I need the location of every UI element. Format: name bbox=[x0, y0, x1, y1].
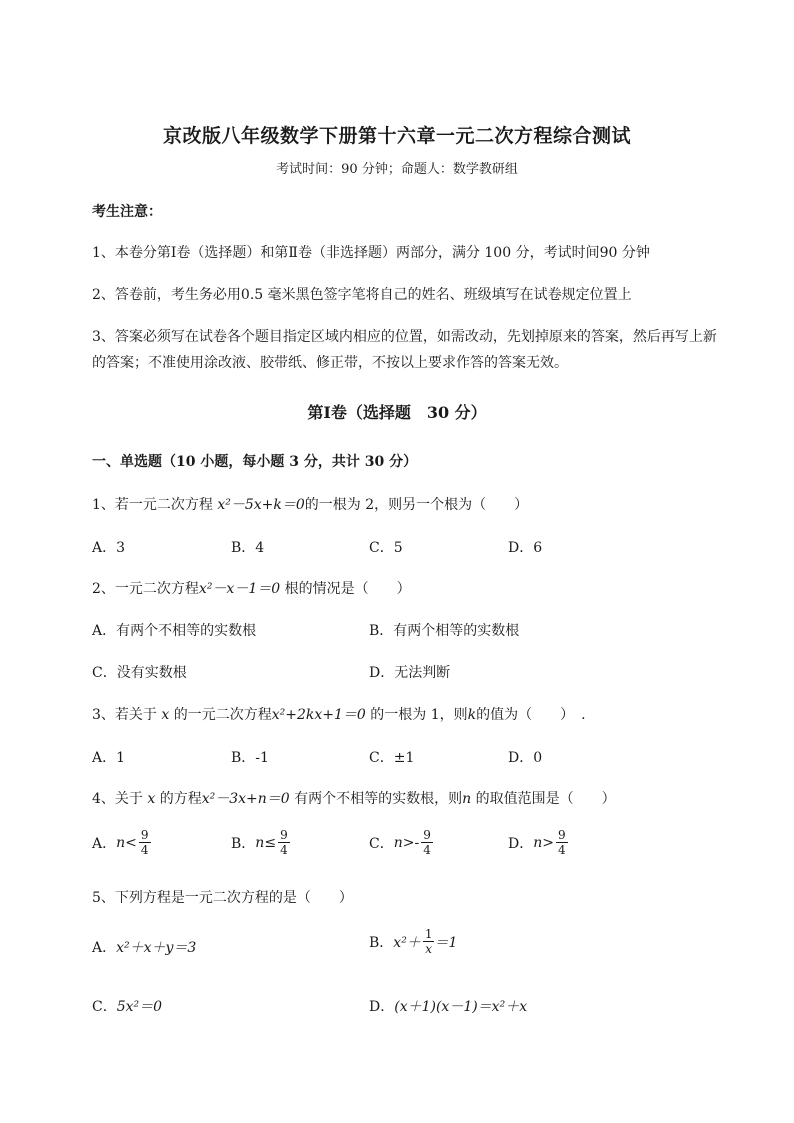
q4-b-var: n bbox=[255, 834, 265, 851]
q1-option-b: B．4 bbox=[231, 540, 265, 556]
q4-mid2: 有两个不相等的实数根，则 bbox=[289, 791, 463, 807]
q2-prefix: 2、一元二次方程 bbox=[92, 581, 199, 597]
q3-option-a: A．1 bbox=[92, 750, 126, 766]
q4-prefix: 4、关于 bbox=[92, 791, 148, 807]
notice-item-3-cont: 的答案；不准使用涂改液、胶带纸、修正带，不按以上要求作答的答案无效。 bbox=[92, 355, 568, 371]
exam-subtitle: 考试时间：90 分钟；命题人：数学教研组 bbox=[276, 162, 518, 177]
question-2-stem bbox=[92, 578, 411, 598]
q5-d-math: (x＋1)(x－1)＝x²＋x bbox=[394, 999, 528, 1015]
q5-option-d bbox=[369, 996, 527, 1016]
q5-d-label: D． bbox=[369, 999, 395, 1015]
section-title: 第Ⅰ卷（选择题 30 分） bbox=[307, 403, 487, 422]
q4-a-num: 9 bbox=[140, 828, 149, 842]
q3-var-x: x bbox=[161, 707, 170, 723]
question-5-stem: 5、下列方程是一元二次方程的是（ ） bbox=[92, 890, 353, 906]
q5-b-num: 1 bbox=[424, 927, 433, 941]
q1-equation: x²－5x+k＝0 bbox=[217, 497, 305, 513]
q4-option-c bbox=[369, 828, 433, 857]
q5-c-label: C． bbox=[92, 999, 117, 1015]
q2-equation: x²－x－1＝0 bbox=[198, 581, 281, 597]
q4-b-num: 9 bbox=[280, 828, 288, 842]
question-3-stem bbox=[92, 704, 586, 724]
q4-a-var: n bbox=[116, 834, 126, 851]
q4-c-var: n bbox=[393, 834, 403, 851]
q5-b-math-pre: x²＋ bbox=[393, 934, 421, 951]
q4-suffix: 的取值范围是（ ） bbox=[471, 791, 616, 807]
q4-c-rel: >- bbox=[402, 834, 420, 851]
q2-suffix: 根的情况是（ ） bbox=[280, 581, 411, 597]
q4-equation: x²－3x+n＝0 bbox=[201, 791, 290, 807]
q1-prefix: 1、若一元二次方程 bbox=[92, 497, 218, 513]
q1-option-a: A．3 bbox=[92, 540, 126, 556]
q2-option-d: D．无法判断 bbox=[369, 665, 451, 681]
q5-b-fraction bbox=[423, 927, 435, 956]
notice-item-2: 2、答卷前，考生务必用0.5 毫米黑色签字笔将自己的姓名、班级填写在试卷规定位置上 bbox=[92, 287, 632, 303]
q2-option-c: C．没有实数根 bbox=[92, 665, 187, 681]
q4-option-a bbox=[92, 828, 151, 857]
notice-item-3: 3、答案必须写在试卷各个题目指定区域内相应的位置，如需改动，先划掉原来的答案，然后再写上新 bbox=[92, 329, 717, 345]
q4-a-label: A． bbox=[92, 835, 117, 852]
q5-option-b bbox=[369, 927, 457, 956]
q3-suffix: 的值为（ ） . bbox=[476, 707, 586, 723]
q5-b-math-post: ＝1 bbox=[434, 934, 458, 951]
question-4-stem bbox=[92, 788, 616, 808]
q5-c-math: 5x²＝0 bbox=[116, 999, 163, 1015]
q4-c-fraction bbox=[421, 828, 433, 857]
q3-mid: 的一元二次方程 bbox=[169, 707, 272, 723]
q4-c-label: C． bbox=[369, 835, 394, 852]
q5-b-den: x bbox=[425, 942, 433, 956]
notice-heading: 考生注意： bbox=[92, 204, 162, 220]
q4-option-b bbox=[231, 828, 290, 857]
q3-option-c: C．±1 bbox=[369, 750, 415, 766]
q4-d-den: 4 bbox=[558, 843, 566, 857]
q4-c-den: 4 bbox=[423, 843, 431, 857]
page-title: 京改版八年级数学下册第十六章一元二次方程综合测试 bbox=[162, 125, 631, 147]
q4-a-den: 4 bbox=[140, 843, 149, 857]
q3-var-k: k bbox=[467, 707, 477, 723]
q1-suffix: 的一根为 2，则另一个根为（ ） bbox=[304, 497, 529, 513]
q4-c-num: 9 bbox=[423, 828, 431, 842]
q3-equation: x²+2kx+1＝0 bbox=[271, 707, 366, 723]
q2-option-b: B．有两个相等的实数根 bbox=[369, 623, 520, 639]
q4-var-n: n bbox=[462, 791, 472, 807]
q4-mid: 的方程 bbox=[155, 791, 202, 807]
q4-b-den: 4 bbox=[280, 843, 288, 857]
q4-b-rel: ≤ bbox=[264, 834, 277, 851]
q4-d-label: D． bbox=[508, 835, 534, 852]
q5-b-label: B． bbox=[369, 934, 394, 951]
question-1-stem bbox=[92, 494, 528, 514]
q3-option-d: D．0 bbox=[508, 750, 543, 766]
notice-item-1: 1、本卷分第Ⅰ卷（选择题）和第Ⅱ卷（非选择题）两部分，满分 100 分，考试时间90 分钟 bbox=[92, 245, 650, 261]
q5-a-label: A． bbox=[92, 940, 117, 956]
q1-option-d: D．6 bbox=[508, 540, 543, 556]
q1-option-c: C．5 bbox=[369, 540, 403, 556]
q4-b-fraction bbox=[278, 828, 290, 857]
part-heading: 一、单选题（10 小题，每小题 3 分，共计 30 分） bbox=[92, 454, 418, 470]
q4-d-fraction bbox=[556, 828, 568, 857]
q4-option-d bbox=[508, 828, 568, 857]
q3-prefix: 3、若关于 bbox=[92, 707, 162, 723]
q3-mid2: 的一根为 1，则 bbox=[365, 707, 468, 723]
q4-d-num: 9 bbox=[558, 828, 566, 842]
q4-d-var: n bbox=[533, 834, 543, 851]
q4-var-x: x bbox=[147, 791, 156, 807]
q4-a-fraction bbox=[139, 828, 151, 857]
q4-a-rel: < bbox=[125, 834, 137, 851]
q5-option-a bbox=[92, 937, 196, 957]
q2-option-a: A．有两个不相等的实数根 bbox=[92, 623, 257, 639]
q3-option-b: B．-1 bbox=[231, 750, 269, 766]
q4-b-label: B． bbox=[231, 835, 256, 852]
q4-d-rel: > bbox=[542, 834, 554, 851]
q5-a-math: x²＋x＋y＝3 bbox=[116, 940, 197, 956]
q5-option-c bbox=[92, 996, 162, 1016]
